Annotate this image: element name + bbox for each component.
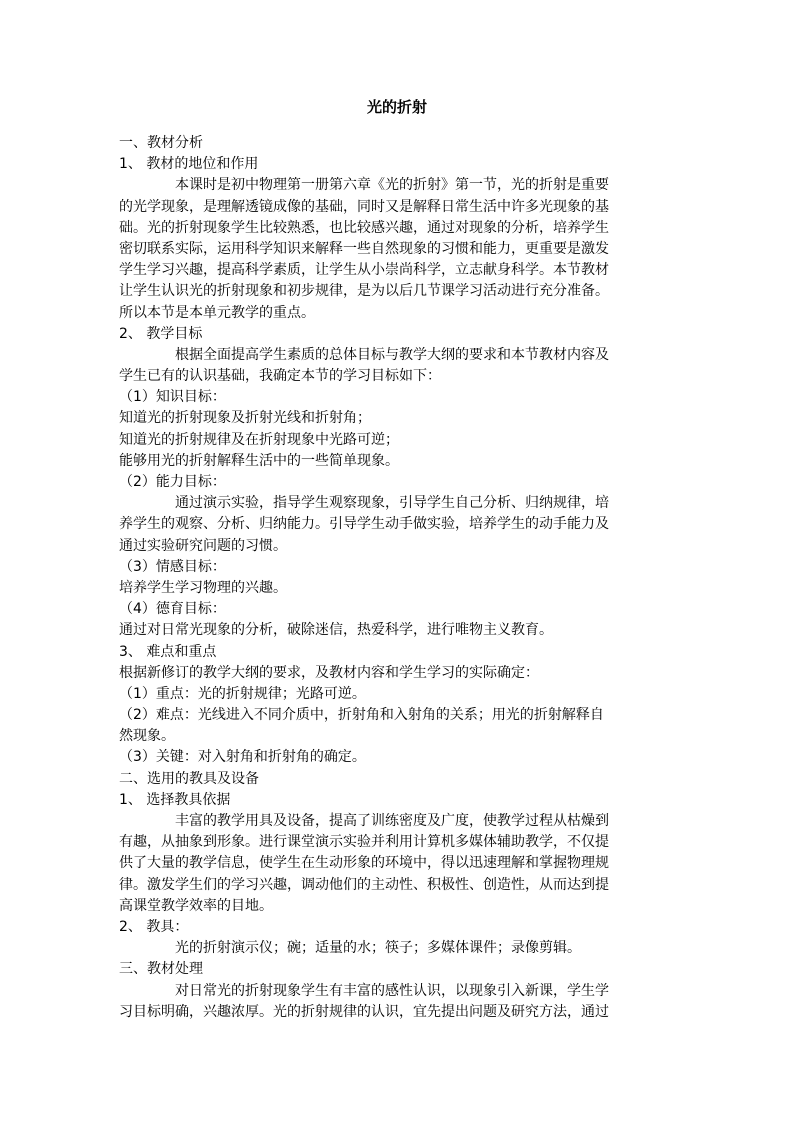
- paragraph-line: 然现象。: [119, 728, 175, 745]
- subsection-heading: 1、 教材的地位和作用: [119, 156, 259, 173]
- paragraph-line: 础。光的折射现象学生比较熟悉，也比较感兴趣，通过对现象的分析，培养学生: [119, 219, 609, 236]
- paragraph-line: 培养学生学习物理的兴趣。: [119, 579, 287, 596]
- paragraph-line: 习目标明确，兴趣浓厚。光的折射规律的认识，宜先提出问题及研究方法，通过: [119, 1003, 609, 1020]
- section-heading: 三、教材处理: [119, 961, 203, 978]
- paragraph-line: 通过演示实验，指导学生观察现象，引导学生自己分析、归纳规律，培: [175, 495, 609, 512]
- paragraph-line: 知道光的折射规律及在折射现象中光路可逆；: [119, 431, 399, 448]
- subsection-heading: 2、 教学目标: [119, 325, 203, 342]
- paragraph-line: 通过实验研究问题的习惯。: [119, 537, 287, 554]
- paragraph-line: 密切联系实际，运用科学知识来解释一些自然现象的习惯和能力，更重要是激发: [119, 240, 609, 257]
- paragraph-line: 学生学习兴趣，提高科学素质，让学生从小崇尚科学，立志献身科学。本节教材: [119, 262, 609, 279]
- paragraph-line: 养学生的观察、分析、归纳能力。引导学生动手做实验，培养学生的动手能力及: [119, 516, 609, 533]
- section-heading: 二、选用的教具及设备: [119, 770, 259, 787]
- list-heading: （1）知识目标：: [119, 389, 226, 406]
- list-heading: （4）德育目标：: [119, 601, 226, 618]
- paragraph-line: 所以本节是本单元教学的重点。: [119, 304, 315, 321]
- paragraph-line: 光的折射演示仪；碗；适量的水；筷子；多媒体课件；录像剪辑。: [175, 940, 581, 957]
- paragraph-line: 高课堂教学效率的目地。: [119, 897, 273, 914]
- list-item: （1）重点：光的折射规律；光路可逆。: [119, 685, 366, 702]
- paragraph-line: 让学生认识光的折射现象和初步规律，是为以后几节课学习活动进行充分准备。: [119, 283, 609, 300]
- list-item: （2）难点：光线进入不同介质中，折射角和入射角的关系；用光的折射解释自: [119, 707, 604, 724]
- list-item: （3）关键：对入射角和折射角的确定。: [119, 749, 366, 766]
- paragraph-line: 通过对日常光现象的分析，破除迷信，热爱科学，进行唯物主义教育。: [119, 622, 553, 639]
- paragraph-line: 根据全面提高学生素质的总体目标与教学大纲的要求和本节教材内容及: [175, 346, 609, 363]
- paragraph-line: 丰富的教学用具及设备，提高了训练密度及广度，使教学过程从枯燥到: [175, 813, 609, 829]
- document-title: 光的折射: [366, 98, 427, 116]
- paragraph-line: 的光学现象，是理解透镜成像的基础，同时又是解释日常生活中许多光现象的基: [119, 198, 609, 215]
- subsection-heading: 2、 教具：: [119, 918, 189, 935]
- paragraph-line: 供了大量的教学信息，使学生在生动形象的环境中，得以迅速理解和掌握物理规: [119, 855, 609, 872]
- paragraph-line: 对日常光的折射现象学生有丰富的感性认识，以现象引入新课，学生学: [175, 982, 609, 999]
- list-heading: （3）情感目标：: [119, 558, 226, 575]
- subsection-heading: 3、 难点和重点: [119, 643, 217, 660]
- list-heading: （2）能力目标：: [119, 474, 226, 490]
- paragraph-line: 根据新修订的教学大纲的要求，及教材内容和学生学习的实际确定：: [119, 664, 539, 681]
- paragraph-line: 律。激发学生们的学习兴趣，调动他们的主动性、积极性、创造性，从而达到提: [119, 876, 609, 893]
- document-body: [119, 133, 685, 1023]
- paragraph-line: 有趣，从抽象到形象。进行课堂演示实验并利用计算机多媒体辅助教学，不仅提: [119, 834, 609, 851]
- subsection-heading: 1、 选择教具依据: [119, 791, 231, 808]
- section-heading: 一、教材分析: [119, 135, 203, 151]
- paragraph-line: 学生已有的认识基础，我确定本节的学习目标如下：: [119, 368, 441, 385]
- paragraph-line: 能够用光的折射解释生活中的一些简单现象。: [119, 452, 399, 469]
- paragraph-line: 本课时是初中物理第一册第六章《光的折射》第一节，光的折射是重要: [175, 177, 609, 194]
- paragraph-line: 知道光的折射现象及折射光线和折射角；: [119, 410, 371, 427]
